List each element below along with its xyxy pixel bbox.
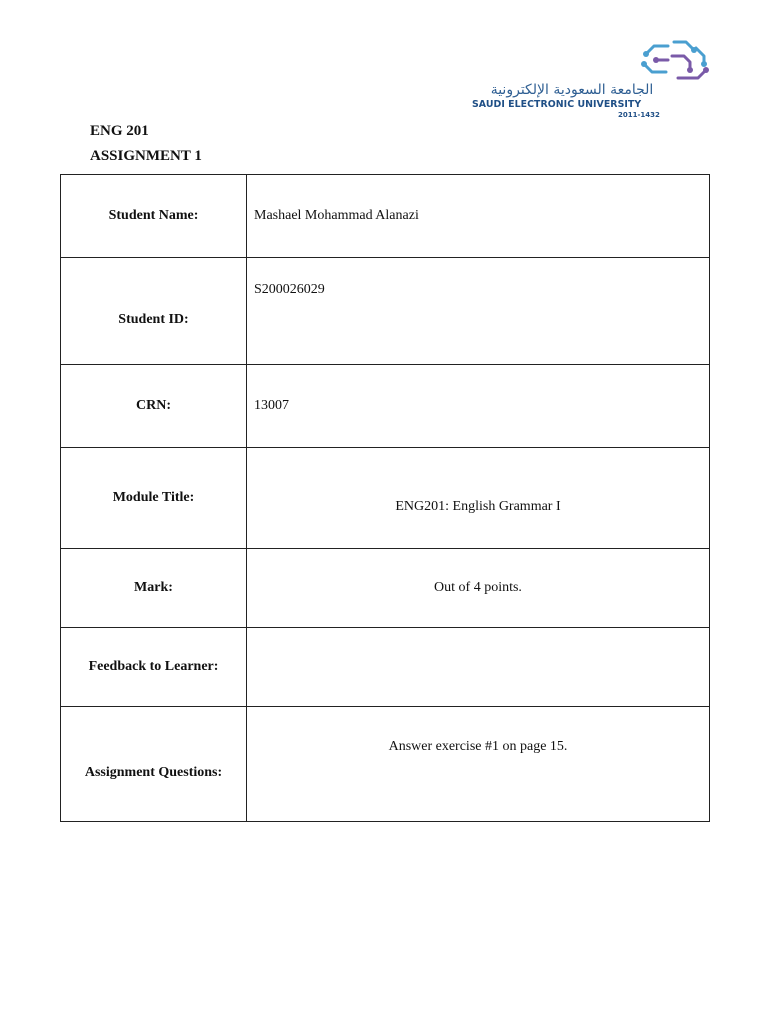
course-code: ENG 201 — [90, 123, 149, 139]
form-row-mark — [61, 549, 710, 628]
form-row-crn — [61, 365, 710, 448]
form-row-feedback — [61, 628, 710, 707]
crn-value: 13007 — [247, 365, 710, 448]
module-title-value: ENG201: English Grammar I — [247, 448, 710, 549]
form-row-student-id — [61, 258, 710, 365]
crn-label: CRN: — [61, 365, 247, 448]
assignment-questions-label: Assignment Questions: — [61, 707, 247, 822]
assignment-title: ASSIGNMENT 1 — [90, 148, 202, 164]
university-logo — [470, 34, 720, 118]
student-name-label: Student Name: — [61, 175, 247, 258]
cover-form-table — [60, 174, 710, 822]
university-emblem-icon — [638, 34, 716, 82]
logo-years: 2011-1432 — [618, 111, 660, 119]
logo-name-english: SAUDI ELECTRONIC UNIVERSITY — [472, 99, 642, 110]
feedback-label: Feedback to Learner: — [61, 628, 247, 707]
logo-name-arabic: الجامعة السعودية الإلكترونية — [490, 82, 654, 98]
student-id-value: S200026029 — [247, 258, 710, 365]
form-row-module-title — [61, 448, 710, 549]
mark-label: Mark: — [61, 549, 247, 628]
module-title-label: Module Title: — [61, 448, 247, 549]
student-id-label: Student ID: — [61, 258, 247, 365]
feedback-value[interactable] — [247, 628, 710, 707]
form-row-student-name — [61, 175, 710, 258]
assignment-questions-value: Answer exercise #1 on page 15. — [247, 707, 710, 822]
mark-value: Out of 4 points. — [247, 549, 710, 628]
student-name-value: Mashael Mohammad Alanazi — [247, 175, 710, 258]
form-row-assignment-questions — [61, 707, 710, 822]
